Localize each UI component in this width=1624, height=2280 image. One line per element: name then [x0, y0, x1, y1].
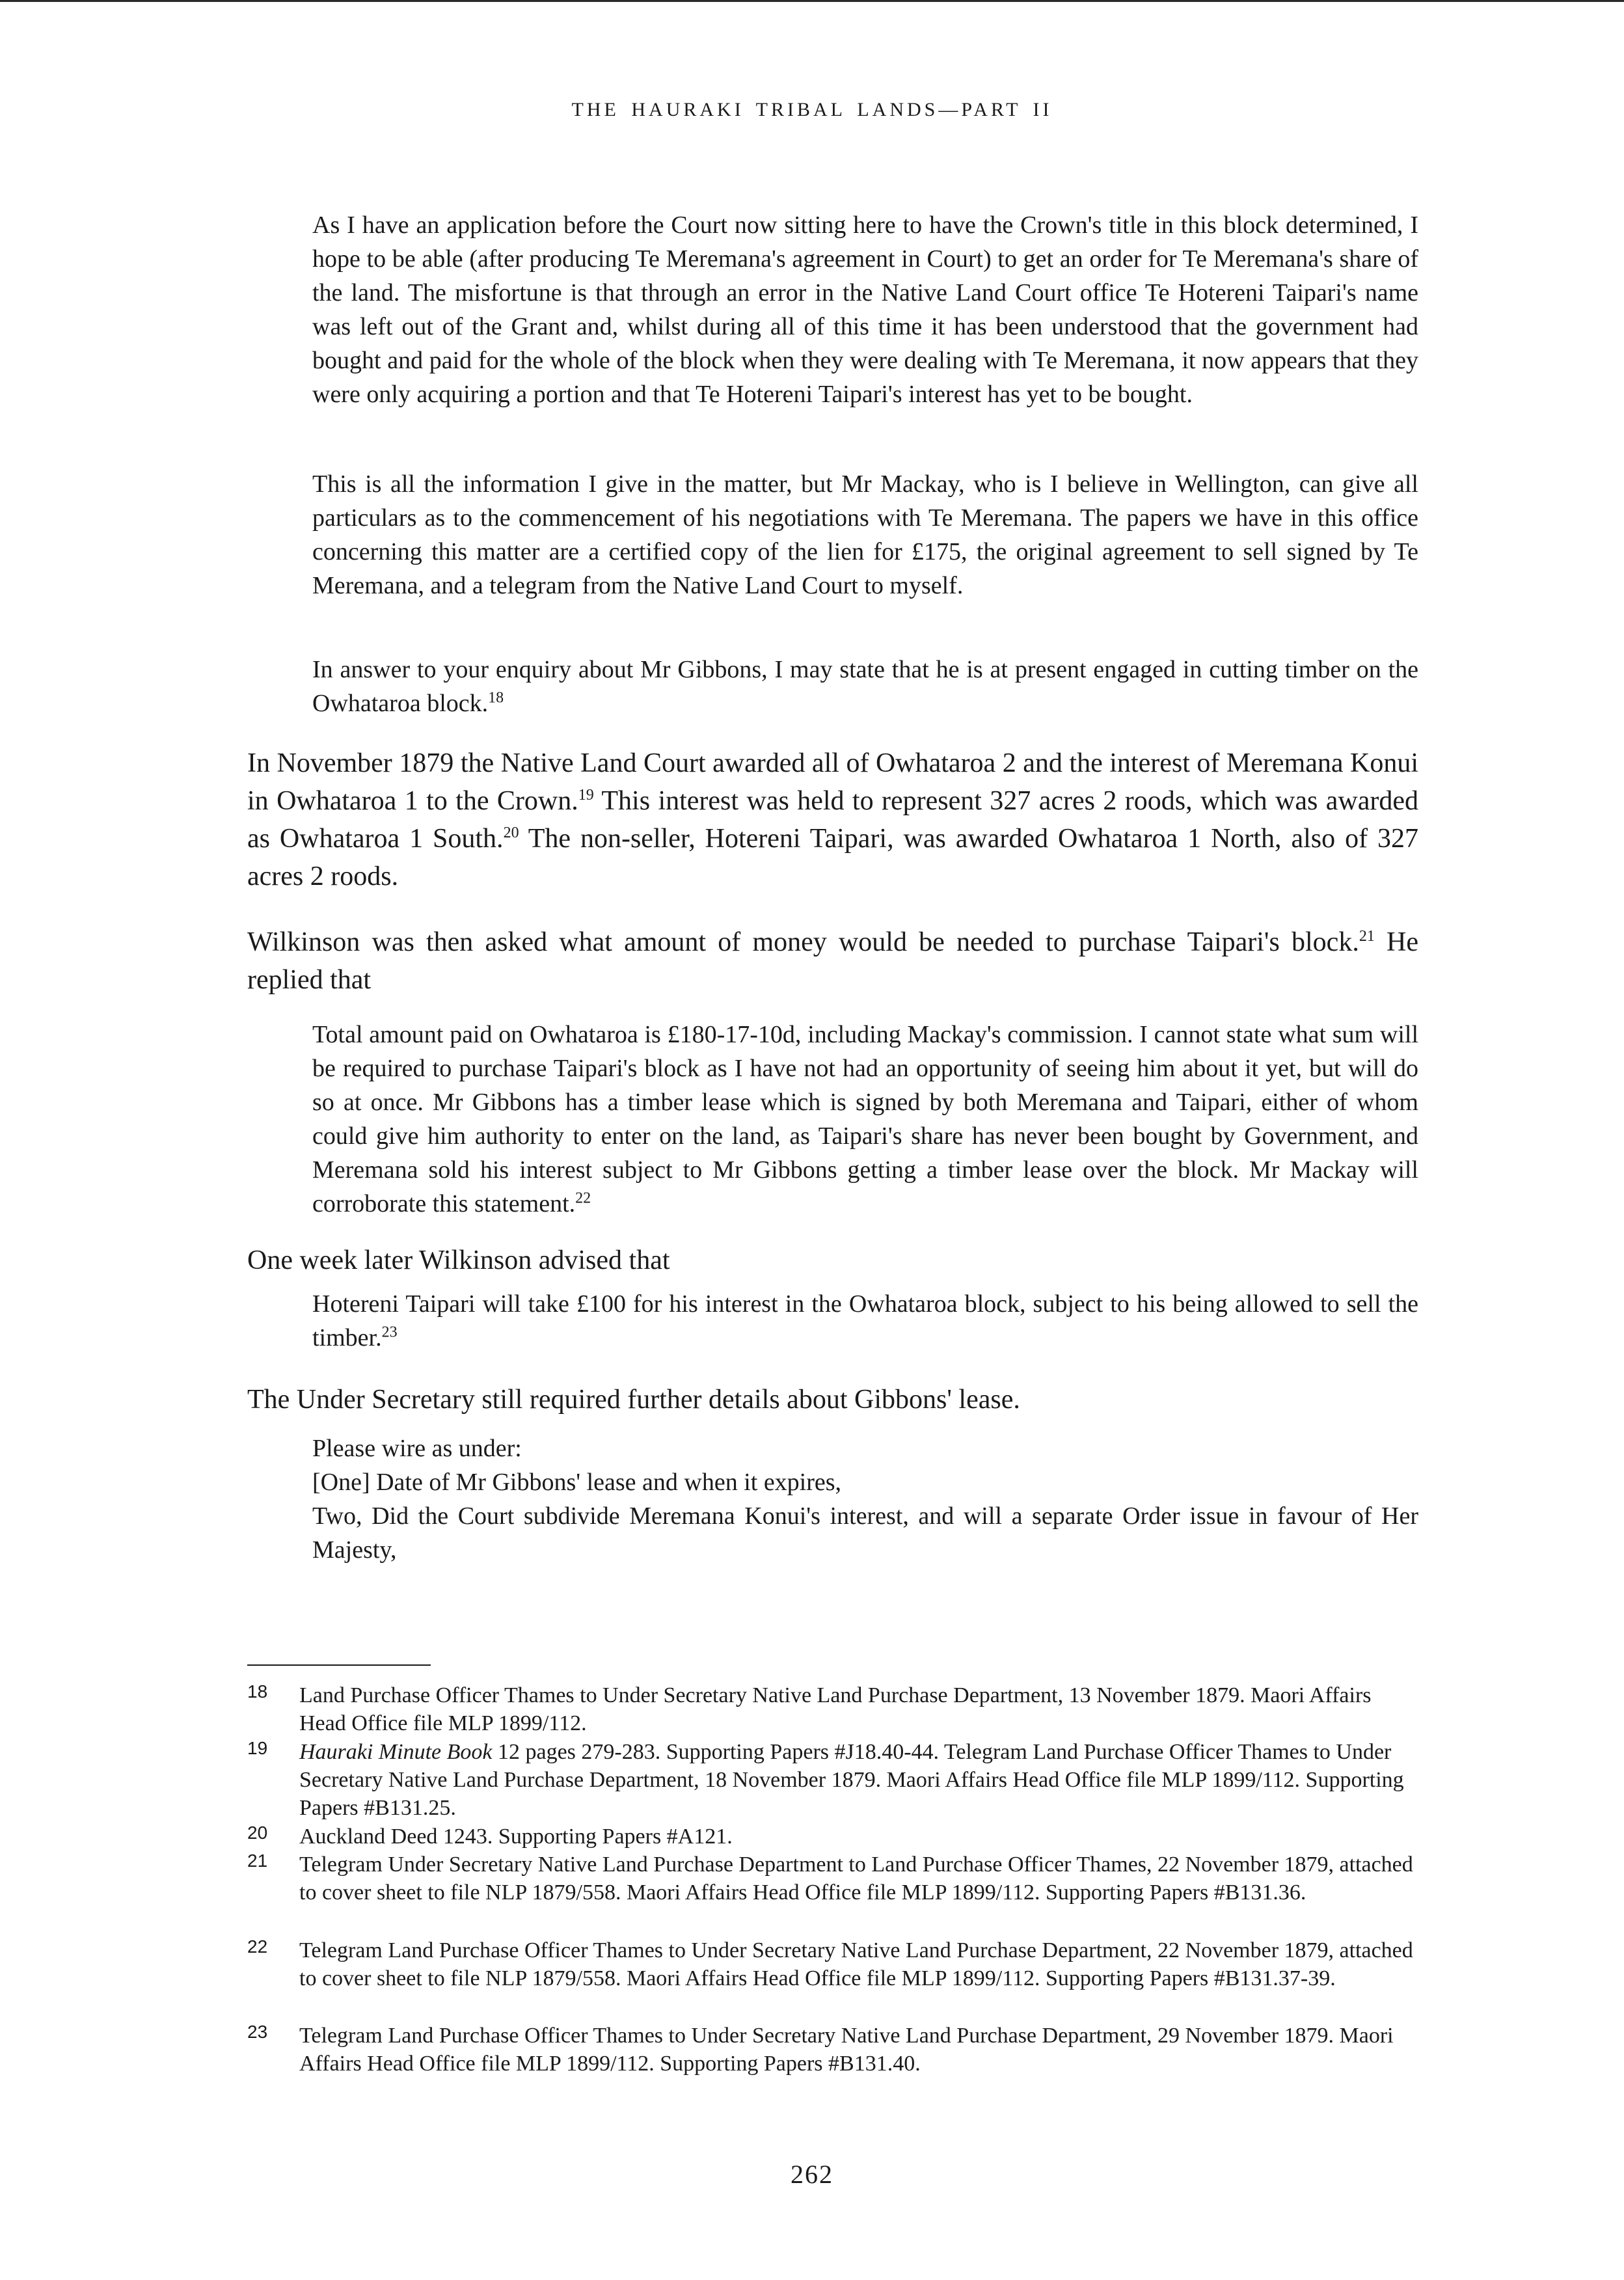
footnote-ref-18[interactable]: 18	[488, 689, 504, 707]
quote1-paragraph3	[312, 653, 1418, 720]
page-number: 262	[791, 2160, 833, 2189]
running-title: THE HAURAKI TRIBAL LANDS—PART II	[571, 99, 1053, 120]
footnote-text: Telegram Under Secretary Native Land Purchase Department to Land Purchase Officer Thames, 22 November 1879, attached to cover sheet to file NLP 1879/558. Maori Affairs Head Office file MLP 1899/112. Supporting Papers #B131.36.	[299, 1853, 1413, 1905]
footnote-number: 18	[247, 1681, 268, 1702]
footnote-18	[247, 1681, 1418, 1737]
quote4-line3: Two, Did the Court subdivide Meremana Konui's interest, and will a separate Order issue in favour of Her Majesty,	[312, 1502, 1418, 1564]
footnote-text: Telegram Land Purchase Officer Thames to Under Secretary Native Land Purchase Department, 29 November 1879. Maori Affairs Head Office file MLP 1899/112. Supporting Papers #B131.40.	[299, 2024, 1394, 2076]
top-border-rule	[0, 0, 1624, 2]
footnote-19	[247, 1738, 1418, 1822]
footnote-number: 21	[247, 1851, 268, 1871]
footnote-number: 22	[247, 1936, 268, 1957]
footnote-number: 19	[247, 1738, 268, 1758]
footnote-text: Auckland Deed 1243. Supporting Papers #A121.	[299, 1825, 733, 1849]
quote2-text: Total amount paid on Owhataroa is £180-17-10d, including Mackay's commission. I cannot state what sum will be required to purchase Taipari's block as I have not had an opportunity of seeing him about it yet, but will do so at once. Mr Gibbons has a timber lease which is signed by both Meremana and Taipari, either of whom could give him authority to enter on the land, as Taipari's share has never been bought by Government, and Meremana sold his interest subject to Mr Gibbons getting a timber lease over the block. Mr Mackay will corroborate this statement.	[312, 1021, 1418, 1217]
body-paragraph2-part-b: He replied that	[247, 927, 1418, 995]
body-paragraph2	[247, 923, 1418, 999]
body-paragraph1-part-a: In November 1879 the Native Land Court awarded all of Owhataroa 2 and the interest of Meremana Konui in Owhataroa 1 to the Crown.	[247, 748, 1418, 816]
footnote-22	[247, 1936, 1418, 1992]
body-paragraph2-part-a: Wilkinson was then asked what amount of money would be needed to purchase Taipari's block.	[247, 927, 1359, 957]
footnote-ref-23[interactable]: 23	[381, 1323, 398, 1341]
footnote-20	[247, 1823, 1418, 1851]
body-paragraph4: The Under Secretary still required further details about Gibbons' lease.	[247, 1385, 1020, 1415]
footnote-number: 20	[247, 1823, 268, 1843]
footnote-ref-20[interactable]: 20	[503, 824, 519, 841]
footnote-text: Telegram Land Purchase Officer Thames to Under Secretary Native Land Purchase Department, 22 November 1879, attached to cover sheet to file NLP 1879/558. Maori Affairs Head Office file MLP 1899/112. Supporting Papers #B131.37-39.	[299, 1938, 1413, 1990]
footnote-ref-19[interactable]: 19	[578, 787, 594, 804]
quote1-paragraph1: As I have an application before the Court now sitting here to have the Crown's title in this block determined, I hope to be able (after producing Te Meremana's agreement in Court) to get an order for Te Meremana's share of the land. The misfortune is that through an error in the Native Land Court office Te Hotereni Taipari's name was left out of the Grant and, whilst during all of this time it has been understood that the government had bought and paid for the whole of the block when they were dealing with Te Meremana, it now appears that they were only acquiring a portion and that Te Hotereni Taipari's interest has yet to be bought.	[312, 211, 1418, 408]
body-paragraph1	[247, 744, 1418, 895]
footnote-ref-22[interactable]: 22	[575, 1189, 591, 1207]
body-paragraph1-part-b: This interest was held to represent 327 acres 2 roods, which was awarded as Owhataroa 1 South.	[247, 786, 1418, 854]
footnote-italic-title: Hauraki Minute Book	[299, 1740, 493, 1764]
body-paragraph3: One week later Wilkinson advised that	[247, 1245, 670, 1275]
footnote-text	[299, 1738, 1418, 1822]
quote2-paragraph	[312, 1018, 1418, 1221]
quote3-paragraph	[312, 1287, 1418, 1355]
quote1-paragraph3-text: In answer to your enquiry about Mr Gibbons, I may state that he is at present engaged in cutting timber on the Owhataroa block.	[312, 656, 1418, 717]
footnote-21	[247, 1851, 1418, 1907]
footnote-ref-21[interactable]: 21	[1359, 928, 1375, 945]
quote1-paragraph2: This is all the information I give in the matter, but Mr Mackay, who is I believe in Wellington, can give all particulars as to the commencement of his negotiations with Te Meremana. The papers we have in this office concerning this matter are a certified copy of the lien for £175, the original agreement to sell signed by Te Meremana, and a telegram from the Native Land Court to myself.	[312, 470, 1418, 599]
footnote-23	[247, 2022, 1418, 2078]
footnote-text-rest: 12 pages 279-283. Supporting Papers #J18.40-44. Telegram Land Purchase Officer Thames to Under Secretary Native Land Purchase Department, 18 November 1879. Maori Affairs Head Office file MLP 1899/112. Supporting Papers #B131.25.	[299, 1740, 1404, 1820]
footnote-number: 23	[247, 2022, 268, 2042]
quote4-line1: Please wire as under:	[312, 1435, 522, 1462]
footnote-text: Land Purchase Officer Thames to Under Secretary Native Land Purchase Department, 13 November 1879. Maori Affairs Head Office file MLP 1899/112.	[299, 1683, 1372, 1735]
quote3-text: Hotereni Taipari will take £100 for his interest in the Owhataroa block, subject to his being allowed to sell the timber.	[312, 1290, 1418, 1351]
body-paragraph1-part-c: The non-seller, Hotereni Taipari, was awarded Owhataroa 1 North, also of 327 acres 2 roods.	[247, 824, 1418, 891]
quote4-line2: [One] Date of Mr Gibbons' lease and when it expires,	[312, 1469, 842, 1496]
footnote-separator	[247, 1664, 431, 1666]
